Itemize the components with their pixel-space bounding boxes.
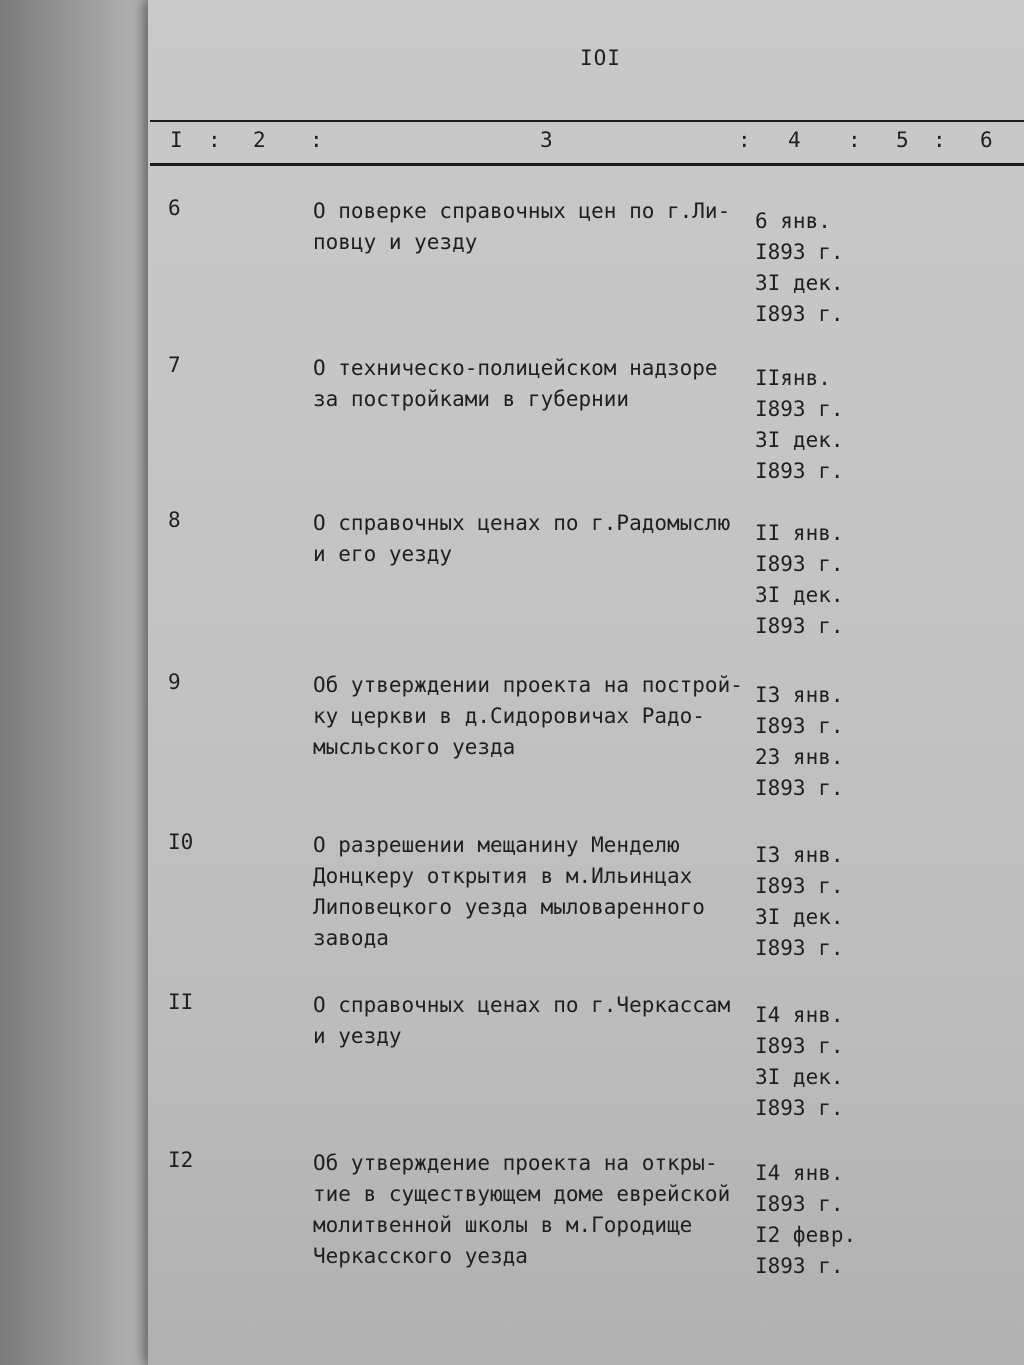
date-line: 6 янв. <box>755 209 831 233</box>
title-line: О техническо-полицейском надзоре <box>313 356 718 380</box>
date-line: I893 г. <box>755 552 844 576</box>
entry-dates <box>755 1158 865 1282</box>
entry-title <box>313 990 753 1052</box>
entry-title <box>313 353 753 415</box>
date-line: I893 г. <box>755 936 844 960</box>
entry-dates <box>755 206 865 330</box>
column-separator: : <box>208 128 221 152</box>
entry-title <box>313 670 753 763</box>
date-line: 3I дек. <box>755 428 844 452</box>
date-line: I893 г. <box>755 1254 844 1278</box>
entry-number: 7 <box>168 353 181 377</box>
date-line: I4 янв. <box>755 1161 844 1185</box>
page-number: IOI <box>580 46 621 70</box>
column-header-6: 6 <box>980 128 993 152</box>
entry-dates <box>755 680 865 804</box>
date-line: I893 г. <box>755 1096 844 1120</box>
title-line: тие в существующем доме еврейской <box>313 1182 731 1206</box>
title-line: Липовецкого уезда мыловаренного <box>313 895 705 919</box>
entry-title <box>313 196 753 258</box>
date-line: I4 янв. <box>755 1003 844 1027</box>
title-line: О поверке справочных цен по г.Ли- <box>313 199 731 223</box>
entry-dates <box>755 518 865 642</box>
entry-number: 6 <box>168 196 181 220</box>
title-line: молитвенной школы в м.Городище <box>313 1213 693 1237</box>
title-line: завода <box>313 926 389 950</box>
title-line: и его уезду <box>313 542 453 566</box>
column-separator: : <box>848 128 861 152</box>
date-line: 3I дек. <box>755 271 844 295</box>
date-line: 3I дек. <box>755 905 844 929</box>
date-line: I893 г. <box>755 614 844 638</box>
header-top-rule <box>150 120 1024 122</box>
entry-number: 9 <box>168 670 181 694</box>
date-line: I893 г. <box>755 714 844 738</box>
title-line: Донцкеру открытия в м.Ильинцах <box>313 864 693 888</box>
title-line: ку церкви в д.Сидоровичах Радо- <box>313 704 705 728</box>
left-facing-page <box>0 0 160 1365</box>
document-page <box>148 0 1024 1365</box>
title-line: О разрешении мещанину Менделю <box>313 833 680 857</box>
entry-title <box>313 508 753 570</box>
date-line: I893 г. <box>755 776 844 800</box>
entry-dates <box>755 1000 865 1124</box>
date-line: I893 г. <box>755 240 844 264</box>
column-header-2: 2 <box>253 128 266 152</box>
date-line: I893 г. <box>755 874 844 898</box>
date-line: I2 февр. <box>755 1223 857 1247</box>
title-line: Об утверждение проекта на откры- <box>313 1151 718 1175</box>
date-line: IIянв. <box>755 366 831 390</box>
date-line: I3 янв. <box>755 683 844 707</box>
column-header-4: 4 <box>788 128 801 152</box>
title-line: Об утверждении проекта на построй- <box>313 673 743 697</box>
column-header-3: 3 <box>540 128 553 152</box>
entry-dates <box>755 363 865 487</box>
entry-title <box>313 1148 753 1272</box>
entry-number: I2 <box>168 1148 194 1172</box>
column-header-1: I <box>170 128 183 152</box>
date-line: I893 г. <box>755 302 844 326</box>
entry-number: 8 <box>168 508 181 532</box>
title-line: Черкасского уезда <box>313 1244 528 1268</box>
entry-number: II <box>168 990 194 1014</box>
date-line: I3 янв. <box>755 843 844 867</box>
column-separator: : <box>310 128 323 152</box>
entry-title <box>313 830 753 954</box>
column-separator: : <box>933 128 946 152</box>
date-line: 3I дек. <box>755 583 844 607</box>
date-line: II янв. <box>755 521 844 545</box>
date-line: I893 г. <box>755 1192 844 1216</box>
title-line: О справочных ценах по г.Черкассам <box>313 993 731 1017</box>
entry-number: I0 <box>168 830 194 854</box>
entry-dates <box>755 840 865 964</box>
column-separator: : <box>738 128 751 152</box>
title-line: повцу и уезду <box>313 230 478 254</box>
date-line: I893 г. <box>755 1034 844 1058</box>
header-bottom-rule <box>150 163 1024 166</box>
date-line: 23 янв. <box>755 745 844 769</box>
date-line: I893 г. <box>755 397 844 421</box>
title-line: О справочных ценах по г.Радомыслю <box>313 511 731 535</box>
column-header-5: 5 <box>896 128 909 152</box>
date-line: I893 г. <box>755 459 844 483</box>
title-line: мысльского уезда <box>313 735 516 759</box>
date-line: 3I дек. <box>755 1065 844 1089</box>
title-line: и уезду <box>313 1024 402 1048</box>
title-line: за постройками в губернии <box>313 387 630 411</box>
